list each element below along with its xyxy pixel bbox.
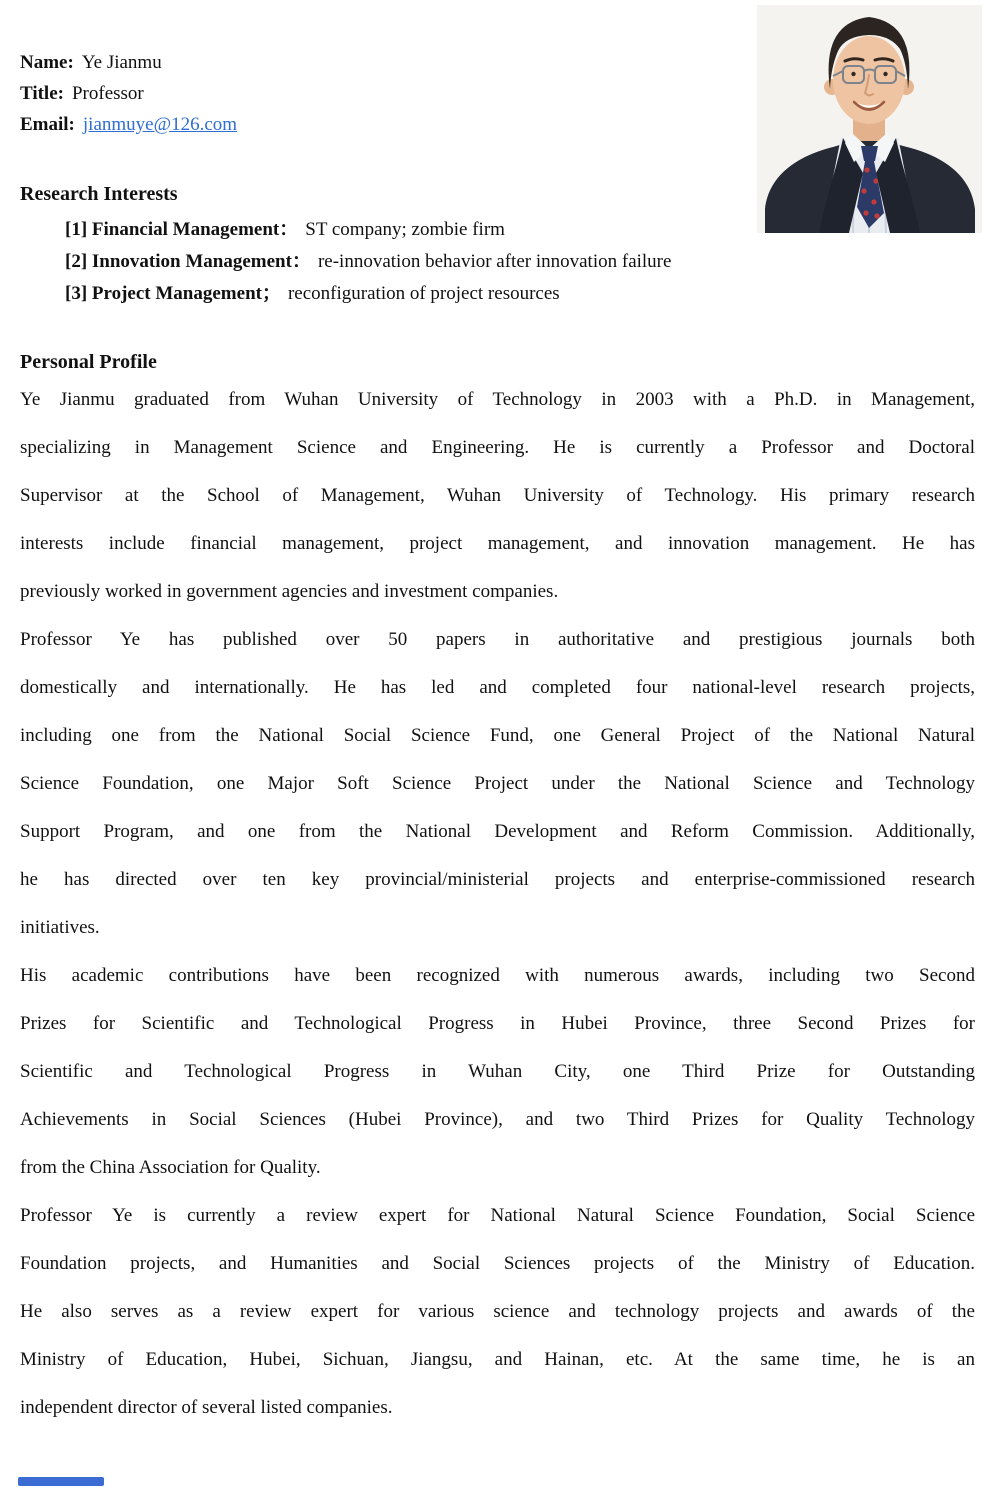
- profile-line: Achievements in Social Sciences (Hubei Province), and two Third Prizes for Quality Technology: [20, 1109, 975, 1130]
- item-description: ST company; zombie firm: [305, 219, 505, 240]
- profile-line: Ye Jianmu graduated from Wuhan University of Technology in 2003 with a Ph.D. in Management,: [20, 389, 975, 410]
- profile-line: His academic contributions have been recognized with numerous awards, including two Second: [20, 965, 975, 986]
- profile-line: previously worked in government agencies and investment companies.: [20, 581, 559, 602]
- research-item: [65, 246, 975, 278]
- item-separator: ：: [279, 219, 299, 240]
- profile-line: independent director of several listed companies.: [20, 1397, 393, 1418]
- name-value: Ye Jianmu: [81, 52, 162, 73]
- portrait-svg: [757, 5, 982, 233]
- profile-line: Support Program, and one from the National Development and Reform Commission. Additionally,: [20, 821, 975, 842]
- right-eye: [883, 72, 887, 76]
- profile-line: Supervisor at the School of Management, Wuhan University of Technology. His primary research: [20, 485, 975, 506]
- profile-line: Ministry of Education, Hubei, Sichuan, Jiangsu, and Hainan, etc. At the same time, he is an: [20, 1349, 975, 1370]
- research-item: [65, 278, 975, 310]
- item-topic: Project Management: [91, 283, 262, 304]
- research-interests-heading: Research Interests: [20, 183, 178, 205]
- name-label: Name:: [20, 52, 74, 73]
- profile-line: Professor Ye has published over 50 papers in authoritative and prestigious journals both: [20, 629, 975, 650]
- bottom-accent-bar: [18, 1477, 104, 1486]
- profile-line: Science Foundation, one Major Soft Science Project under the National Science and Technology: [20, 773, 975, 794]
- email-link[interactable]: jianmuye@126.com: [82, 114, 238, 135]
- item-description: re-innovation behavior after innovation failure: [317, 251, 672, 272]
- profile-line: initiatives.: [20, 917, 100, 938]
- profile-line: Prizes for Scientific and Technological Progress in Hubei Province, three Second Prizes for: [20, 1013, 975, 1034]
- profile-line: interests include financial management, project management, and innovation management. He has: [20, 533, 975, 554]
- item-index: [2]: [65, 251, 88, 272]
- profile-line: from the China Association for Quality.: [20, 1157, 321, 1178]
- profile-photo: [757, 5, 982, 233]
- title-value: Professor: [71, 83, 144, 104]
- item-separator: ：: [291, 251, 311, 272]
- profile-line: specializing in Management Science and Engineering. He is currently a Professor and Doctoral: [20, 437, 975, 458]
- page-content: [0, 47, 1000, 1432]
- item-index: [3]: [65, 283, 88, 304]
- profile-line: He also serves as a review expert for various science and technology projects and awards of the: [20, 1301, 975, 1322]
- profile-line: Scientific and Technological Progress in Wuhan City, one Third Prize for Outstanding: [20, 1061, 975, 1082]
- profile-line: Professor Ye is currently a review expert for National Natural Science Foundation, Social Science: [20, 1205, 975, 1226]
- left-eye: [851, 72, 855, 76]
- item-index: [1]: [65, 219, 88, 240]
- profile-line: domestically and internationally. He has led and completed four national-level research projects,: [20, 677, 975, 698]
- personal-profile-heading: Personal Profile: [20, 351, 157, 373]
- profile-line: including one from the National Social Science Fund, one General Project of the National Natural: [20, 725, 975, 746]
- title-label: Title:: [20, 83, 64, 104]
- email-label: Email:: [20, 114, 75, 135]
- personal-profile-text: [20, 376, 975, 1432]
- profile-line: he has directed over ten key provincial/ministerial projects and enterprise-commissioned research: [20, 869, 975, 890]
- profile-line: Foundation projects, and Humanities and Social Sciences projects of the Ministry of Education.: [20, 1253, 975, 1274]
- item-topic: Innovation Management: [91, 251, 292, 272]
- item-topic: Financial Management: [91, 219, 280, 240]
- item-description: reconfiguration of project resources: [287, 283, 560, 304]
- item-separator: ；: [261, 283, 281, 304]
